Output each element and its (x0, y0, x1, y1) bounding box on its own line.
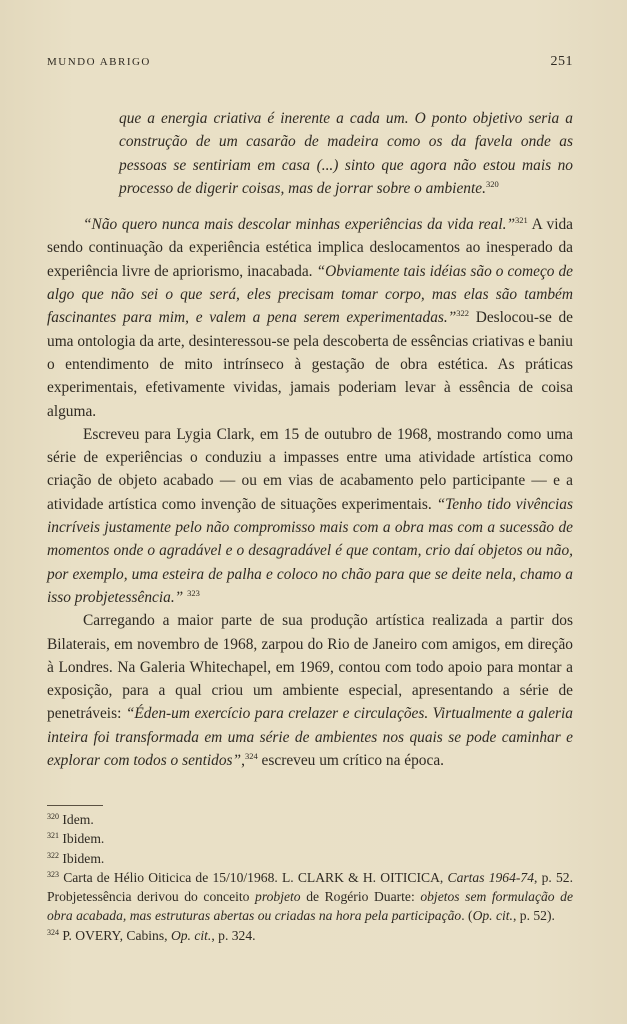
running-head-title: MUNDO ABRIGO (47, 56, 151, 68)
footnotes (47, 810, 573, 945)
footnote-ref: 323 (187, 587, 200, 598)
footnote-ref: 320 (485, 178, 499, 189)
footnote-text: . ( (461, 908, 473, 924)
paragraph-text: escreveu um crítico na época. (257, 752, 445, 770)
footnote-text: de Rogério Duarte: (300, 889, 421, 905)
footnote-citation: Op. cit. (170, 927, 212, 943)
paragraph-text: A vida sendo continuação da experiência estética implica deslocamentos ao inesperado da experiência livre de apriorismo, inacabada. (47, 216, 574, 280)
quote: “Éden-um exercício para crelazer e circulações. Virtualmente a galeria inteira foi transformada em uma série de ambientes nos quais se pode caminhar e explorar com todos o sentidos” (47, 705, 574, 770)
quote: “Obviamente tais idéias são o começo de algo que não sei o que será, eles precisam tomar corpo, mas elas são também fascinantes para mim, e valem a pena serem experimentadas.” (47, 262, 573, 327)
footnote-text: Idem. (62, 812, 94, 827)
footnote-term: probjeto (255, 889, 301, 905)
footnote-number: 322 (47, 850, 59, 860)
paragraph (47, 609, 573, 772)
block-quote (119, 107, 573, 200)
footnote-number: 321 (47, 831, 59, 841)
footnote-text: , p. 52). (512, 908, 555, 924)
footnote-number: 320 (47, 812, 59, 821)
body-text (47, 107, 573, 772)
quote: “Tenho tido vivências incríveis justamente pelo não compromisso mais com a obra mas com a sucessão de momentos onde o agradável e o desagradável é que contam, crio daí objetos ou não, por exemplo, uma esteira de palha e coloco no chão para que se deite nela, chamo a isso probjetessência.” (47, 495, 573, 606)
footnote-divider (47, 805, 103, 806)
paragraph (47, 423, 573, 609)
block-quote-text: que a energia criativa é inerente a cada um. O ponto objetivo seria a construção de um casarão de madeira como os da favela onde as pessoas se sentiriam em casa (...) sinto que agora não estou mais no processo de digerir coisas, mas de jorrar sobre o ambiente. (119, 110, 573, 197)
footnote-ref: 322 (456, 308, 470, 319)
footnote-text: , p. 324. (211, 927, 256, 943)
footnote (47, 829, 573, 848)
footnote-title: Cartas 1964-74 (447, 869, 535, 885)
footnote-number: 323 (47, 869, 59, 879)
footnote (47, 868, 573, 926)
footnote-text: P. OVERY, Cabins, (62, 927, 171, 943)
footnote-citation: Op. cit. (472, 908, 513, 924)
quote: “Não quero nunca mais descolar minhas experiências da vida real.” (83, 216, 516, 234)
footnote-text: , p. 52. Probjetessência derivou do conceito (47, 869, 573, 905)
footnote-text: Ibidem. (62, 831, 105, 847)
footnote (47, 849, 573, 868)
paragraph-text: Carregando a maior parte de sua produção artística realizada a partir dos Bilaterais, em novembro de 1968, zarpou do Rio de Janeiro com amigos, em direção à Londres. Na Galeria Whitechapel, em 1969, contou com todo apoio para montar a exposição, para a qual criou um ambiente especial, apresentando a série de penetráveis: (47, 612, 573, 723)
footnote-text: Ibidem. (62, 850, 105, 866)
footnote-number: 324 (47, 927, 59, 937)
page-number: 251 (550, 54, 573, 69)
footnote-quote: objetos sem formulação de obra acabada, mas estruturas abertas ou criadas na hora pela participação (47, 889, 573, 924)
footnote (47, 810, 573, 829)
paragraph (47, 213, 573, 423)
running-head (47, 56, 573, 68)
footnote (47, 926, 573, 945)
punctuation: , (241, 752, 245, 770)
footnote-text: Carta de Hélio Oiticica de 15/10/1968. L. CLARK & H. OITICICA, (63, 869, 448, 885)
footnote-ref: 321 (515, 215, 528, 226)
footnote-ref: 324 (244, 751, 258, 762)
paragraph-text: Escreveu para Lygia Clark, em 15 de outubro de 1968, mostrando como uma série de experiências o conduziu a impasses entre uma atividade artística como criação de objeto acabado — ou em vias de acabamento pelo participante — e a atividade artística como invenção de situações experimentais. (47, 425, 573, 513)
paragraph-text: Deslocou-se de uma ontologia da arte, desinteressou-se pela descoberta de essências criativas e baniu o entendimento de mito intrínseco à gestação de obra estética. As práticas experimentais, efetivamente vividas, jamais poderiam levar à essência de coisa alguma. (47, 309, 573, 420)
